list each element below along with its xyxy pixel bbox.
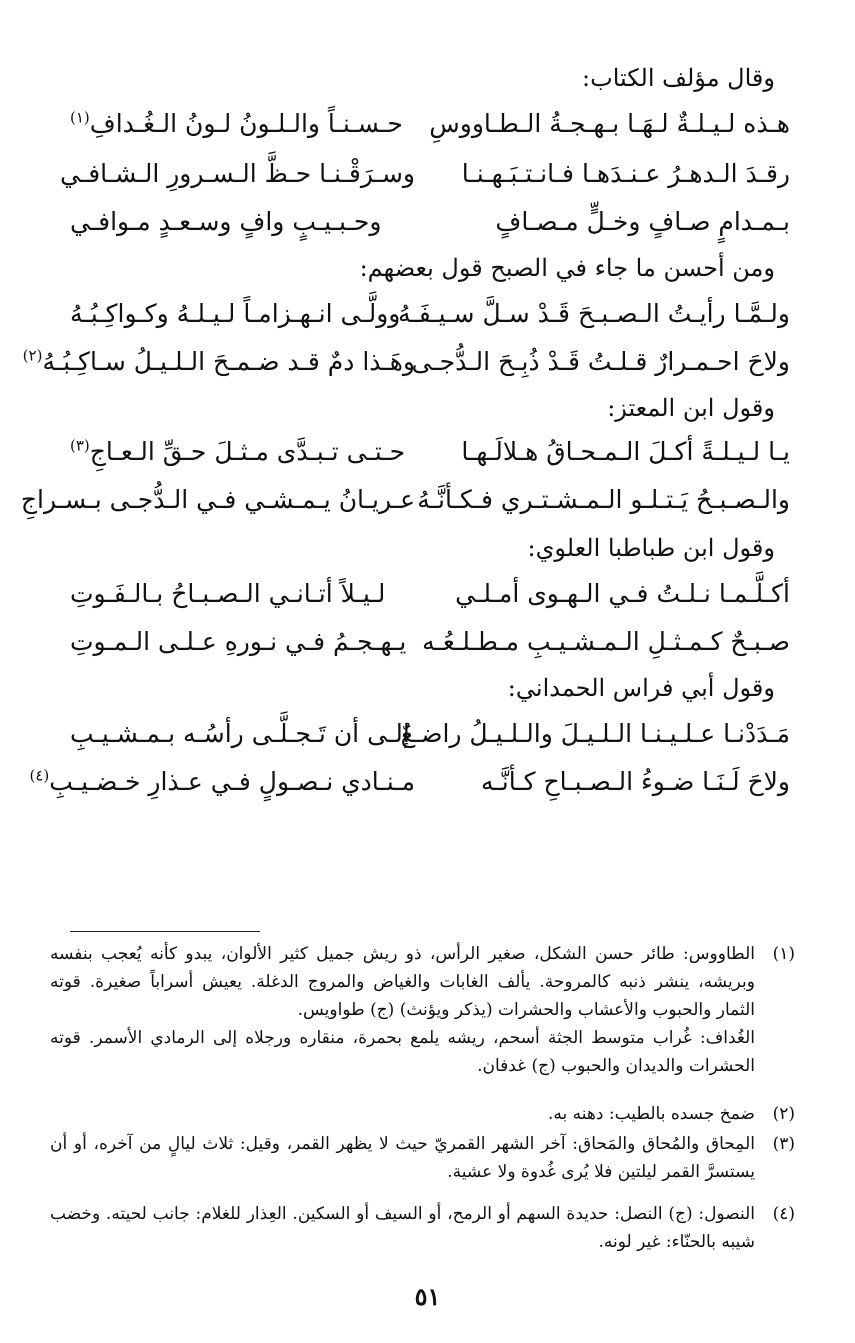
verse-second-hemistich: لـيـلاً أتـانـي الـصـبـاحُ بـالـفَـوتِ	[70, 578, 386, 608]
footnote	[50, 1130, 795, 1186]
section-intro: وقول أبي فراس الحمداني:	[507, 674, 775, 702]
verse-text: وهَـذا دمٌ قـد ضـمـحَ الـلـيـلُ سـاكِـبُـهُ	[42, 346, 415, 376]
footnote-body	[50, 1100, 755, 1128]
footnote-paragraph: الطاووس: طائر حسن الشكل، صغير الرأس، ذو ريش جميل كثير الألوان، يبدو كأنه يُعجب بنفسه وبريشه، ينشر ذنبه كالمروحة. يألف الغابات والغياض والمروج الدغلة. يعيش أسراباً صغيرة. قوته الثمار والحبوب والأعشاب والحشرات (يذكر ويؤنث) (ج) طواويس.	[50, 944, 755, 1020]
verse-first-hemistich: ولـمَّـا رأيـتُ الـصـبـحَ قَـدْ سـلَّ سـيـفَـهُ	[397, 298, 790, 328]
verse-first-hemistich: صـبـحٌ كـمـثـلِ الـمـشـيـبِ مـطـلـعُـه	[422, 626, 790, 656]
section-intro: وقال مؤلف الكتاب:	[582, 64, 775, 92]
footnote-body	[50, 1130, 755, 1186]
verse-line	[70, 570, 790, 616]
footnote-number: (٢)	[772, 1104, 795, 1124]
verse-second-hemistich: وحـبـيـبٍ وافٍ وسـعـدٍ مـوافـي	[70, 206, 382, 236]
footnote	[50, 940, 795, 1080]
verse-second-hemistich	[70, 109, 415, 138]
verse-second-hemistich	[29, 766, 415, 796]
verse-line	[29, 758, 790, 804]
verse-second-hemistich: يـهـجـمُ فـي نـورهِ عـلـى الـمـوتِ	[70, 626, 407, 656]
verse-line	[70, 428, 790, 474]
verse-first-hemistich: يـا لـيـلـةً أكـلَ الـمـحـاقُ هـلالَـهـا	[461, 436, 790, 466]
verse-second-hemistich	[70, 437, 415, 466]
footnote-body	[50, 940, 755, 1080]
footnote-number: (٤)	[772, 1204, 795, 1224]
footnote-reference: (١)	[70, 108, 90, 127]
verse-line	[22, 338, 790, 384]
footnote-reference: (٤)	[29, 766, 50, 785]
verse-line	[70, 710, 790, 756]
footnote-separator	[70, 931, 260, 932]
footnote-number: (٣)	[772, 1134, 795, 1154]
verse-first-hemistich: ولاحَ لَـنَـا ضـوءُ الـصـبـاحِ كـأنَّـه	[481, 766, 790, 796]
verse-line	[70, 618, 790, 664]
verse-line	[70, 198, 790, 244]
footnote-body	[50, 1200, 755, 1256]
footnote-reference: (٣)	[70, 436, 90, 455]
verse-first-hemistich: ولاحَ احـمـرارٌ قـلـتُ قَـدْ ذُبِـحَ الـدُّجـى	[411, 346, 790, 376]
verse-text: مـنـادي نـصـولٍ فـي عـذارِ خـضـيـبِ	[49, 766, 415, 796]
verse-first-hemistich: بـمـدامٍ صـافٍ وخـلٍّ مـصـافٍ	[495, 206, 790, 236]
verse-text: حـسـنـاً والـلـونُ لـونُ الـغُـدافِ	[89, 108, 403, 138]
verse-line	[70, 100, 790, 146]
footnote-paragraph: الغُداف: غُراب متوسط الجثة أسحم، ريشه يلمع بحمرة، منقاره ورجلاه إلى الرمادي الأسمر. قوته الحشرات والديدان والحبوب (ج) غدفان.	[50, 1028, 755, 1076]
footnote-number: (١)	[772, 944, 795, 964]
verse-first-hemistich: مَـدَدْنـا عـلـيـنـا الـلـيـلَ والـلـيـلُ راضـعٌ	[400, 718, 790, 748]
verse-first-hemistich: هـذه لـيـلـةٌ لـهَـا بـهـجـةُ الـطـاووسِ	[429, 108, 790, 138]
verse-line	[60, 150, 790, 196]
verse-line	[20, 476, 790, 522]
footnote-paragraph: ضمخ جسده بالطيب: دهنه به.	[548, 1104, 755, 1124]
verse-first-hemistich: والـصـبـحُ يَـتـلـو الـمـشـتـري فـكـأنَّـهُ	[417, 484, 790, 514]
footnote-paragraph: المِحاق والمُحاق والمَحاق: آخر الشهر القمريّ حيث لا يظهر القمر، وقيل: ثلاث ليالٍ من آخره، أو أن يستسرَّ القمر ليلتين فلا يُرى غُدوة ولا عشية.	[50, 1134, 755, 1182]
footnote	[50, 1200, 795, 1256]
verse-line	[70, 290, 790, 336]
verse-second-hemistich: وولَّـى انـهـزامـاً لـيـلـهُ وكـواكِـبُـهُ	[70, 298, 401, 328]
verse-second-hemistich: وسـرَقْـنـا حـظَّ الـسـرورِ الـشـافـي	[60, 158, 415, 188]
page-number: ٥١	[414, 1282, 441, 1311]
footnote-paragraph: النصول: (ج) النصل: حديدة السهم أو الرمح، أو السيف أو السكين. العِذار للغلام: جانب لحيته. وخضب شيبه بالحنّاء: غير لونه.	[50, 1204, 755, 1252]
footnote	[50, 1100, 795, 1128]
verse-text: حـتـى تـبـدَّى مـثـلَ حـقِّ الـعـاجِ	[89, 436, 406, 466]
verse-first-hemistich: رقـدَ الـدهـرُ عـنـدَهـا فـانـتـبَـهـنـا	[461, 158, 790, 188]
verse-second-hemistich	[22, 346, 415, 376]
footnote-reference: (٢)	[22, 346, 43, 365]
section-intro: ومن أحسن ما جاء في الصبح قول بعضهم:	[359, 254, 775, 282]
verse-first-hemistich: أكـلَّـمـا نـلـتُ فـي الـهـوى أمـلـي	[455, 578, 790, 608]
verse-second-hemistich: عـريـانُ يـمـشـي فـي الـدُّجـى بـسـراجِ	[20, 484, 415, 514]
section-intro: وقول ابن المعتز:	[607, 394, 775, 422]
section-intro: وقول ابن طباطبا العلوي:	[527, 534, 775, 562]
verse-second-hemistich: إلـى أن تَـجـلَّـى رأسُـه بـمـشـيـبِ	[70, 718, 410, 748]
